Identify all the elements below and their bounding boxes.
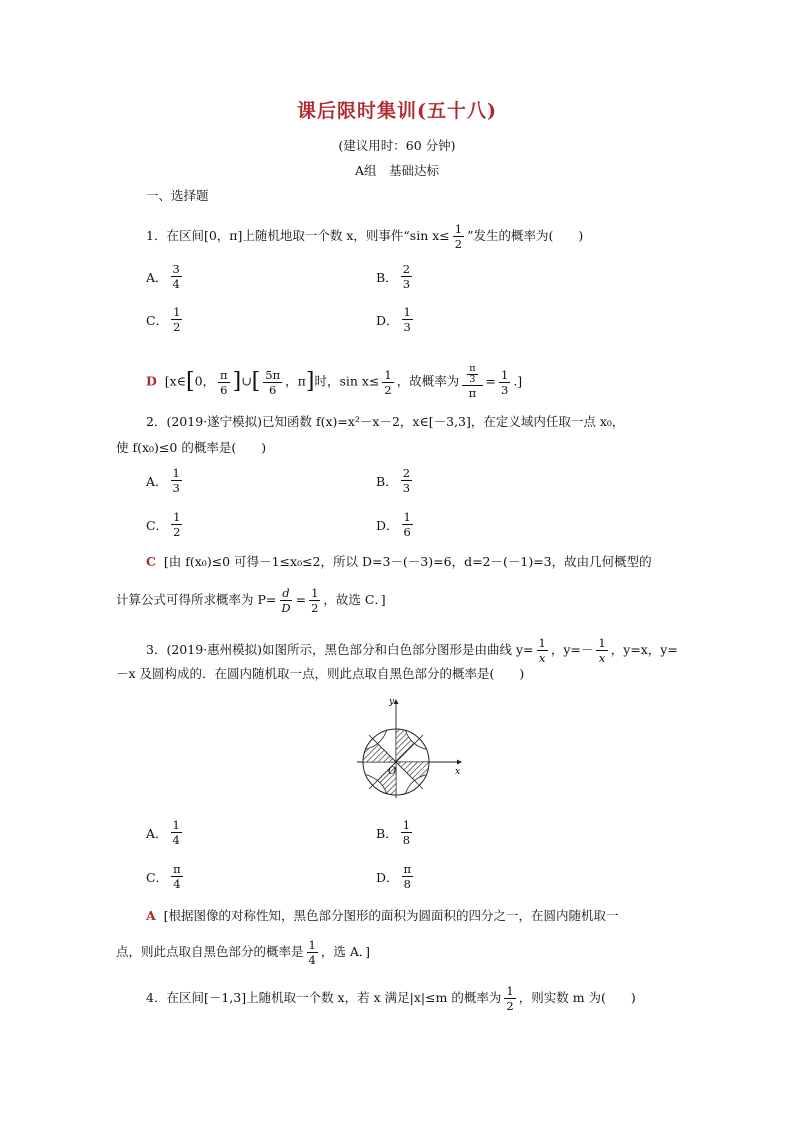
q3-option-b[interactable]: B． $\frac{1}{8}$ [376,818,411,847]
q2-option-c[interactable]: C． $\frac{1}{2}$ [146,510,181,539]
q1-answer: D [146,373,157,389]
page-title: 课后限时集训(五十八) [297,100,497,122]
suggested-time: (建议用时：60 分钟) [338,138,456,153]
q2-solution-line2: 计算公式可得所求概率为 P= $\frac{d}{D}$ = $\frac{1}{2}$ ，故选 C．] [116,586,386,615]
q3-solution-line2: 点，则此点取自黑色部分的概率是 $\frac{1}{4}$ ，选 A．] [116,938,370,967]
q3-option-c[interactable]: C． $\frac{\pi}{4}$ [146,862,181,891]
q4-stem: 4．在区间[－1,3]上随机取一个数 x，若 x 满足|x|≤m 的概率为 $\frac{1}{2}$ ，则实数 m 为( ) [146,984,636,1013]
q1-solution: D [x∈[0， $\frac{\pi}{6}$ ]∪[ $\frac{5\pi}{6}$ ，π]时，sin x≤ $\frac{1}{2}$ ，故概率为 $\frac{\frac{\pi}{3}}{\pi}$ = $\frac{1}{3}$ .] [146,363,523,400]
group-heading: A组 基础达标 [354,163,440,178]
q3-stem-line1: 3．(2019·惠州模拟)如图所示，黑色部分和白色部分图形是由曲线 y= $\frac{1}{x}$ ，y=－ $\frac{1}{x}$ ，y=x，y= [146,636,678,665]
q2-answer: C [146,554,156,569]
x-axis-label: x [455,767,461,777]
q3-option-d[interactable]: D． $\frac{\pi}{8}$ [376,862,412,891]
q3-answer: A [146,908,156,923]
q1-option-d[interactable]: D． $\frac{1}{3}$ [376,305,411,334]
q3-stem-line2: －x 及圆构成的．在圆内随机取一点，则此点取自黑色部分的概率是( ) [116,666,525,681]
q1-option-b[interactable]: B． $\frac{2}{3}$ [376,262,411,291]
q2-option-b[interactable]: B． $\frac{2}{3}$ [376,466,411,495]
section-heading: 一、选择题 [146,188,209,203]
q1-option-c[interactable]: C． $\frac{1}{2}$ [146,305,181,334]
q2-stem-line2: 使 f(x₀)≤0 的概率是( ) [116,440,267,455]
q3-figure [355,694,465,802]
q2-stem-line1: 2．(2019·遂宁模拟)已知函数 f(x)=x²－x－2，x∈[－3,3]，在定义域内任取一点 x₀， [146,414,625,429]
q1-stem: 1．在区间[0，π]上随机地取一个数 x，则事件“sin x≤ $\frac{1}{2}$ ”发生的概率为( ) [146,222,584,251]
q2-option-a[interactable]: A． $\frac{1}{3}$ [146,466,180,495]
q1-option-a[interactable]: A． $\frac{3}{4}$ [146,262,180,291]
origin-label: O [388,766,397,777]
y-axis-label: y [389,697,395,707]
q2-solution-line1: C [由 f(x₀)≤0 可得－1≤x₀≤2，所以 D=3－(－3)=6，d=2－(－1)=3，故由几何概型的 [146,554,652,569]
q2-option-d[interactable]: D． $\frac{1}{6}$ [376,510,411,539]
q3-option-a[interactable]: A． $\frac{1}{4}$ [146,818,180,847]
q1-stem-fraction: $\frac{1}{2}$ [454,222,463,251]
q3-solution-line1: A [根据图像的对称性知，黑色部分图形的面积为圆面积的四分之一，在圆内随机取一 [146,908,619,923]
